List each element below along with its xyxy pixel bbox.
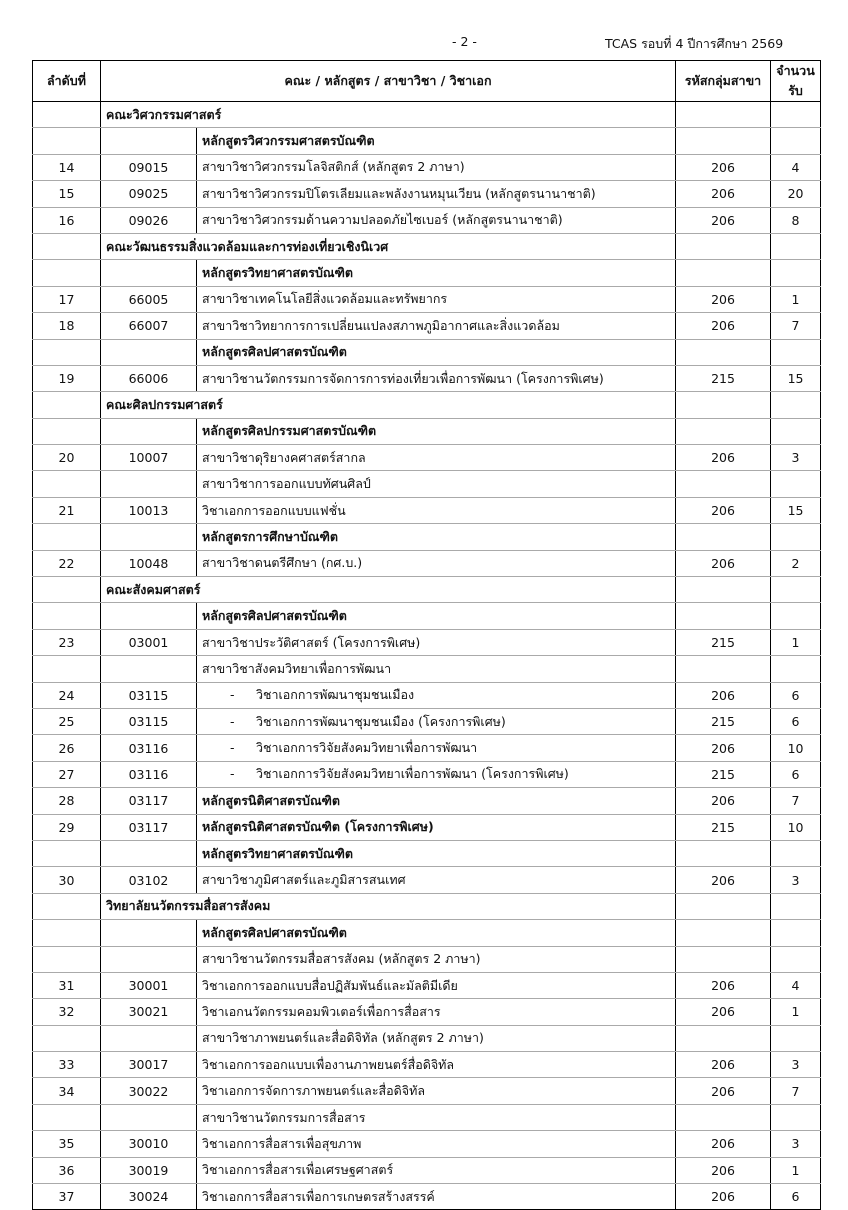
group-code: 215 bbox=[676, 365, 771, 391]
row-text: หลักสูตรศิลปศาสตรบัณฑิต bbox=[202, 924, 347, 940]
group-code bbox=[676, 339, 771, 365]
table-row bbox=[33, 207, 821, 233]
bullet-dash: - bbox=[230, 766, 235, 782]
group-code: 206 bbox=[676, 1052, 771, 1078]
program-name bbox=[197, 867, 676, 893]
table-row bbox=[33, 313, 821, 339]
capacity-value: 3 bbox=[771, 1052, 821, 1078]
capacity-value: 3 bbox=[771, 445, 821, 471]
capacity-value: 4 bbox=[771, 972, 821, 998]
faculty-row bbox=[33, 102, 821, 128]
capacity-value: 2 bbox=[771, 550, 821, 576]
program-name bbox=[197, 365, 676, 391]
curriculum-name bbox=[197, 840, 676, 866]
row-text: วิชาเอกการสื่อสารเพื่อเศรษฐศาสตร์ bbox=[202, 1162, 394, 1178]
program-code: 66006 bbox=[101, 365, 197, 391]
table-row bbox=[33, 524, 821, 550]
row-text: หลักสูตรศิลปกรรมศาสตรบัณฑิต bbox=[202, 423, 377, 439]
program-code: 30010 bbox=[101, 1131, 197, 1157]
row-number bbox=[33, 656, 101, 682]
curriculum-name bbox=[197, 418, 676, 444]
table-row bbox=[33, 1157, 821, 1183]
group-code bbox=[676, 656, 771, 682]
faculty-name: คณะวิศวกรรมศาสตร์ bbox=[101, 102, 676, 128]
major-name bbox=[197, 1131, 676, 1157]
group-code bbox=[676, 128, 771, 154]
row-text: สาขาวิชาวิศวกรรมด้านความปลอดภัยไซเบอร์ (หลักสูตรนานาชาติ) bbox=[202, 212, 563, 228]
group-code bbox=[676, 920, 771, 946]
major-name bbox=[197, 497, 676, 523]
table-row bbox=[33, 1184, 821, 1210]
group-code: 215 bbox=[676, 761, 771, 787]
program-code: 30024 bbox=[101, 1184, 197, 1210]
capacity-value: 7 bbox=[771, 1078, 821, 1104]
row-number bbox=[33, 920, 101, 946]
group-code bbox=[676, 524, 771, 550]
program-code: 03115 bbox=[101, 682, 197, 708]
row-text: หลักสูตรวิทยาศาสตรบัณฑิต bbox=[202, 265, 353, 281]
program-code bbox=[101, 260, 197, 286]
capacity-value bbox=[771, 128, 821, 154]
curriculum-name bbox=[197, 920, 676, 946]
program-name bbox=[197, 1025, 676, 1051]
group-code: 206 bbox=[676, 445, 771, 471]
row-number: 23 bbox=[33, 629, 101, 655]
table-row bbox=[33, 656, 821, 682]
table-row bbox=[33, 1131, 821, 1157]
table-row bbox=[33, 735, 821, 761]
program-code bbox=[101, 840, 197, 866]
group-code bbox=[676, 603, 771, 629]
row-number: 22 bbox=[33, 550, 101, 576]
row-text: วิชาเอกการออกแบบสื่อปฏิสัมพันธ์และมัลติมีเดีย bbox=[202, 977, 458, 993]
row-number bbox=[33, 524, 101, 550]
row-number bbox=[33, 418, 101, 444]
table-row bbox=[33, 629, 821, 655]
faculty-row bbox=[33, 392, 821, 418]
group-code: 206 bbox=[676, 1078, 771, 1104]
row-text: วิชาเอกการจัดการภาพยนตร์และสื่อดิจิทัล bbox=[202, 1083, 426, 1099]
group-code: 206 bbox=[676, 497, 771, 523]
row-number: 15 bbox=[33, 181, 101, 207]
row-text: วิชาเอกการสื่อสารเพื่อสุขภาพ bbox=[202, 1135, 362, 1151]
group-code: 206 bbox=[676, 207, 771, 233]
capacity-value bbox=[771, 418, 821, 444]
row-number: 33 bbox=[33, 1052, 101, 1078]
row-text: วิชาเอกการวิจัยสังคมวิทยาเพื่อการพัฒนา bbox=[256, 740, 478, 756]
group-code bbox=[676, 1104, 771, 1130]
row-number: 25 bbox=[33, 708, 101, 734]
program-code bbox=[101, 471, 197, 497]
table-row bbox=[33, 1025, 821, 1051]
row-number: 35 bbox=[33, 1131, 101, 1157]
program-code: 09026 bbox=[101, 207, 197, 233]
capacity-value: 10 bbox=[771, 735, 821, 761]
capacity-value bbox=[771, 893, 821, 919]
group-code: 215 bbox=[676, 629, 771, 655]
table-row bbox=[33, 365, 821, 391]
program-name bbox=[197, 313, 676, 339]
curriculum-name bbox=[197, 814, 676, 840]
program-code: 03116 bbox=[101, 761, 197, 787]
faculty-row bbox=[33, 577, 821, 603]
row-number: 14 bbox=[33, 154, 101, 180]
bullet-dash: - bbox=[230, 740, 235, 756]
group-code: 206 bbox=[676, 735, 771, 761]
row-number: 24 bbox=[33, 682, 101, 708]
group-code: 206 bbox=[676, 788, 771, 814]
table-row bbox=[33, 550, 821, 576]
group-code bbox=[676, 260, 771, 286]
table-row bbox=[33, 603, 821, 629]
capacity-value bbox=[771, 471, 821, 497]
group-code: 215 bbox=[676, 708, 771, 734]
program-name bbox=[197, 1104, 676, 1130]
capacity-value bbox=[771, 524, 821, 550]
table-row bbox=[33, 1052, 821, 1078]
program-code: 66007 bbox=[101, 313, 197, 339]
program-code bbox=[101, 524, 197, 550]
capacity-value: 10 bbox=[771, 814, 821, 840]
group-code bbox=[676, 102, 771, 128]
admission-table bbox=[32, 60, 821, 1210]
major-name bbox=[197, 1157, 676, 1183]
table-row bbox=[33, 999, 821, 1025]
row-text: วิชาเอกนวัตกรรมคอมพิวเตอร์เพื่อการสื่อสาร bbox=[202, 1003, 441, 1019]
row-text: หลักสูตรนิติศาสตรบัณฑิต bbox=[202, 792, 341, 808]
capacity-value bbox=[771, 233, 821, 259]
program-code: 30021 bbox=[101, 999, 197, 1025]
group-code bbox=[676, 471, 771, 497]
row-number: 19 bbox=[33, 365, 101, 391]
major-name bbox=[197, 682, 676, 708]
table-row bbox=[33, 867, 821, 893]
program-code: 03117 bbox=[101, 814, 197, 840]
program-code: 03102 bbox=[101, 867, 197, 893]
group-code: 206 bbox=[676, 313, 771, 339]
row-number: 34 bbox=[33, 1078, 101, 1104]
row-text: หลักสูตรวิทยาศาสตรบัณฑิต bbox=[202, 845, 353, 861]
capacity-value bbox=[771, 920, 821, 946]
row-text: วิชาเอกการพัฒนาชุมชนเมือง (โครงการพิเศษ) bbox=[256, 713, 506, 729]
group-code: 206 bbox=[676, 286, 771, 312]
row-text: สาขาวิชาวิศวกรรมปิโตรเลียมและพลังงานหมุนเวียน (หลักสูตรนานาชาติ) bbox=[202, 185, 596, 201]
page-header bbox=[0, 34, 848, 54]
group-code bbox=[676, 840, 771, 866]
program-code: 03115 bbox=[101, 708, 197, 734]
capacity-value bbox=[771, 603, 821, 629]
program-name bbox=[197, 656, 676, 682]
table-row bbox=[33, 1078, 821, 1104]
row-number bbox=[33, 577, 101, 603]
row-text: สาขาวิชานวัตกรรมสื่อสารสังคม (หลักสูตร 2 ภาษา) bbox=[202, 951, 481, 967]
major-name bbox=[197, 972, 676, 998]
table-row bbox=[33, 682, 821, 708]
program-code: 10013 bbox=[101, 497, 197, 523]
major-name bbox=[197, 999, 676, 1025]
table-row bbox=[33, 761, 821, 787]
row-number: 18 bbox=[33, 313, 101, 339]
table-header-row bbox=[33, 61, 821, 102]
program-code bbox=[101, 656, 197, 682]
group-code: 206 bbox=[676, 181, 771, 207]
group-code: 206 bbox=[676, 1157, 771, 1183]
capacity-value bbox=[771, 656, 821, 682]
row-number: 32 bbox=[33, 999, 101, 1025]
group-code bbox=[676, 893, 771, 919]
capacity-value: 4 bbox=[771, 154, 821, 180]
row-number: 27 bbox=[33, 761, 101, 787]
table-row bbox=[33, 840, 821, 866]
row-number bbox=[33, 392, 101, 418]
program-code: 09015 bbox=[101, 154, 197, 180]
program-code bbox=[101, 128, 197, 154]
table-row bbox=[33, 154, 821, 180]
row-text: สาขาวิชาการออกแบบทัศนศิลป์ bbox=[202, 476, 371, 492]
capacity-value: 7 bbox=[771, 788, 821, 814]
row-text: สาขาวิชาประวัติศาสตร์ (โครงการพิเศษ) bbox=[202, 634, 421, 650]
group-code bbox=[676, 418, 771, 444]
curriculum-name bbox=[197, 260, 676, 286]
row-number: 31 bbox=[33, 972, 101, 998]
row-text: สาขาวิชานวัตกรรมการสื่อสาร bbox=[202, 1109, 366, 1125]
group-code: 206 bbox=[676, 550, 771, 576]
program-name bbox=[197, 629, 676, 655]
group-code: 206 bbox=[676, 154, 771, 180]
row-text: หลักสูตรศิลปศาสตรบัณฑิต bbox=[202, 608, 347, 624]
program-code bbox=[101, 418, 197, 444]
program-code: 30001 bbox=[101, 972, 197, 998]
row-number: 37 bbox=[33, 1184, 101, 1210]
program-code: 66005 bbox=[101, 286, 197, 312]
program-code: 10048 bbox=[101, 550, 197, 576]
row-number bbox=[33, 1025, 101, 1051]
group-code: 206 bbox=[676, 1184, 771, 1210]
faculty-row bbox=[33, 233, 821, 259]
table-row bbox=[33, 181, 821, 207]
table-row bbox=[33, 946, 821, 972]
row-number: 17 bbox=[33, 286, 101, 312]
row-text: วิชาเอกการออกแบบแฟชั่น bbox=[202, 502, 346, 518]
row-text: สาขาวิชาภาพยนตร์และสื่อดิจิทัล (หลักสูตร 2 ภาษา) bbox=[202, 1030, 484, 1046]
row-number bbox=[33, 893, 101, 919]
row-number: 29 bbox=[33, 814, 101, 840]
bullet-dash: - bbox=[230, 687, 235, 703]
table-row bbox=[33, 286, 821, 312]
capacity-value: 6 bbox=[771, 682, 821, 708]
capacity-value bbox=[771, 1104, 821, 1130]
capacity-value bbox=[771, 840, 821, 866]
capacity-value: 6 bbox=[771, 708, 821, 734]
row-number: 21 bbox=[33, 497, 101, 523]
curriculum-name bbox=[197, 603, 676, 629]
major-name bbox=[197, 735, 676, 761]
program-code bbox=[101, 339, 197, 365]
group-code bbox=[676, 946, 771, 972]
capacity-value bbox=[771, 339, 821, 365]
program-name bbox=[197, 207, 676, 233]
capacity-value: 15 bbox=[771, 497, 821, 523]
row-number bbox=[33, 1104, 101, 1130]
group-code: 206 bbox=[676, 972, 771, 998]
row-number: 36 bbox=[33, 1157, 101, 1183]
group-code: 215 bbox=[676, 814, 771, 840]
program-name bbox=[197, 946, 676, 972]
capacity-value bbox=[771, 946, 821, 972]
program-code: 10007 bbox=[101, 445, 197, 471]
col-header-capacity: จำนวนรับ bbox=[771, 61, 821, 102]
group-code bbox=[676, 577, 771, 603]
row-number bbox=[33, 339, 101, 365]
col-header-program: คณะ / หลักสูตร / สาขาวิชา / วิชาเอก bbox=[101, 61, 676, 102]
major-name bbox=[197, 1078, 676, 1104]
program-code: 30022 bbox=[101, 1078, 197, 1104]
capacity-value: 8 bbox=[771, 207, 821, 233]
table-row bbox=[33, 788, 821, 814]
bullet-dash: - bbox=[230, 713, 235, 729]
capacity-value: 6 bbox=[771, 1184, 821, 1210]
row-text: หลักสูตรศิลปศาสตรบัณฑิต bbox=[202, 344, 347, 360]
capacity-value bbox=[771, 260, 821, 286]
row-number: 16 bbox=[33, 207, 101, 233]
program-code: 09025 bbox=[101, 181, 197, 207]
major-name bbox=[197, 1052, 676, 1078]
program-code bbox=[101, 1025, 197, 1051]
row-text: สาขาวิชาวิทยาการการเปลี่ยนแปลงสภาพภูมิอากาศและสิ่งแวดล้อม bbox=[202, 317, 560, 333]
table-row bbox=[33, 708, 821, 734]
table-row bbox=[33, 920, 821, 946]
table-row bbox=[33, 471, 821, 497]
row-number bbox=[33, 233, 101, 259]
row-number: 26 bbox=[33, 735, 101, 761]
row-text: วิชาเอกการพัฒนาชุมชนเมือง bbox=[256, 687, 415, 703]
major-name bbox=[197, 761, 676, 787]
program-name bbox=[197, 550, 676, 576]
capacity-value: 7 bbox=[771, 313, 821, 339]
row-number bbox=[33, 603, 101, 629]
row-number: 20 bbox=[33, 445, 101, 471]
row-text: หลักสูตรการศึกษาบัณฑิต bbox=[202, 528, 339, 544]
curriculum-name bbox=[197, 788, 676, 814]
curriculum-name bbox=[197, 524, 676, 550]
row-text: หลักสูตรนิติศาสตรบัณฑิต (โครงการพิเศษ) bbox=[202, 819, 434, 835]
table-row bbox=[33, 1104, 821, 1130]
program-code: 03001 bbox=[101, 629, 197, 655]
table-row bbox=[33, 445, 821, 471]
capacity-value: 1 bbox=[771, 1157, 821, 1183]
group-code bbox=[676, 1025, 771, 1051]
program-name bbox=[197, 445, 676, 471]
table-row bbox=[33, 339, 821, 365]
row-number bbox=[33, 946, 101, 972]
capacity-value: 6 bbox=[771, 761, 821, 787]
capacity-value bbox=[771, 1025, 821, 1051]
faculty-name: คณะศิลปกรรมศาสตร์ bbox=[101, 392, 676, 418]
program-code bbox=[101, 920, 197, 946]
faculty-name: คณะวัฒนธรรมสิ่งแวดล้อมและการท่องเที่ยวเชิงนิเวศ bbox=[101, 233, 676, 259]
curriculum-name bbox=[197, 128, 676, 154]
row-number bbox=[33, 128, 101, 154]
group-code bbox=[676, 233, 771, 259]
capacity-value bbox=[771, 102, 821, 128]
program-code bbox=[101, 946, 197, 972]
row-number bbox=[33, 840, 101, 866]
program-code: 03116 bbox=[101, 735, 197, 761]
row-text: วิชาเอกการสื่อสารเพื่อการเกษตรสร้างสรรค์ bbox=[202, 1188, 435, 1204]
faculty-name: คณะสังคมศาสตร์ bbox=[101, 577, 676, 603]
row-text: สาขาวิชาวิศวกรรมโลจิสติกส์ (หลักสูตร 2 ภาษา) bbox=[202, 159, 465, 175]
row-text: สาขาวิชาสังคมวิทยาเพื่อการพัฒนา bbox=[202, 660, 392, 676]
table-row bbox=[33, 418, 821, 444]
group-code: 206 bbox=[676, 682, 771, 708]
row-text: วิชาเอกการออกแบบเพื่องานภาพยนตร์สื่อดิจิทัล bbox=[202, 1056, 455, 1072]
row-text: สาขาวิชาเทคโนโลยีสิ่งแวดล้อมและทรัพยากร bbox=[202, 291, 448, 307]
program-code: 03117 bbox=[101, 788, 197, 814]
group-code: 206 bbox=[676, 999, 771, 1025]
faculty-row bbox=[33, 893, 821, 919]
row-text: สาขาวิชาดนตรีศึกษา (กศ.บ.) bbox=[202, 555, 363, 571]
capacity-value bbox=[771, 577, 821, 603]
capacity-value: 20 bbox=[771, 181, 821, 207]
capacity-value bbox=[771, 392, 821, 418]
col-header-no: ลำดับที่ bbox=[33, 61, 101, 102]
curriculum-name bbox=[197, 339, 676, 365]
program-name bbox=[197, 181, 676, 207]
group-code bbox=[676, 392, 771, 418]
row-text: สาขาวิชานวัตกรรมการจัดการการท่องเที่ยวเพื่อการพัฒนา (โครงการพิเศษ) bbox=[202, 370, 604, 386]
row-text: สาขาวิชาภูมิศาสตร์และภูมิสารสนเทศ bbox=[202, 872, 406, 888]
capacity-value: 3 bbox=[771, 867, 821, 893]
program-code bbox=[101, 1104, 197, 1130]
program-code bbox=[101, 603, 197, 629]
page-number: - 2 - bbox=[452, 34, 477, 49]
table-row bbox=[33, 497, 821, 523]
table-row bbox=[33, 260, 821, 286]
row-number: 28 bbox=[33, 788, 101, 814]
row-text: สาขาวิชาดุริยางคศาสตร์สากล bbox=[202, 449, 366, 465]
row-number: 30 bbox=[33, 867, 101, 893]
major-name bbox=[197, 708, 676, 734]
capacity-value: 1 bbox=[771, 629, 821, 655]
faculty-name: วิทยาลัยนวัตกรรมสื่อสารสังคม bbox=[101, 893, 676, 919]
program-name bbox=[197, 471, 676, 497]
capacity-value: 3 bbox=[771, 1131, 821, 1157]
program-code: 30019 bbox=[101, 1157, 197, 1183]
round-title: TCAS รอบที่ 4 ปีการศึกษา 2569 bbox=[605, 36, 784, 51]
capacity-value: 1 bbox=[771, 999, 821, 1025]
row-number bbox=[33, 260, 101, 286]
row-number bbox=[33, 102, 101, 128]
capacity-value: 15 bbox=[771, 365, 821, 391]
program-code: 30017 bbox=[101, 1052, 197, 1078]
row-number bbox=[33, 471, 101, 497]
capacity-value: 1 bbox=[771, 286, 821, 312]
row-text: วิชาเอกการวิจัยสังคมวิทยาเพื่อการพัฒนา (โครงการพิเศษ) bbox=[256, 766, 569, 782]
table-row bbox=[33, 972, 821, 998]
major-name bbox=[197, 1184, 676, 1210]
row-text: หลักสูตรวิศวกรรมศาสตรบัณฑิต bbox=[202, 133, 375, 149]
group-code: 206 bbox=[676, 1131, 771, 1157]
table-row bbox=[33, 128, 821, 154]
col-header-group: รหัสกลุ่มสาขา bbox=[676, 61, 771, 102]
program-name bbox=[197, 154, 676, 180]
program-name bbox=[197, 286, 676, 312]
group-code: 206 bbox=[676, 867, 771, 893]
table-row bbox=[33, 814, 821, 840]
